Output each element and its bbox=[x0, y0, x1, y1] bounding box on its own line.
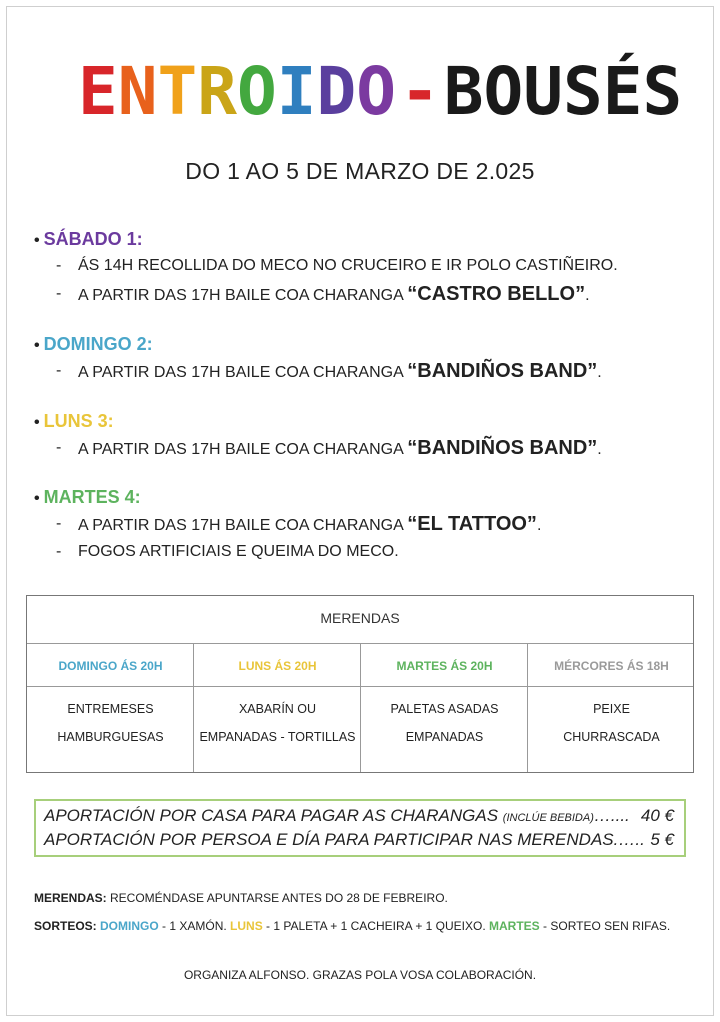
table-cell: XABARÍN OU bbox=[238, 702, 317, 716]
title-letter: E bbox=[78, 53, 118, 130]
item-end: . bbox=[536, 517, 542, 534]
dash-icon: - bbox=[56, 285, 62, 302]
day-heading bbox=[34, 226, 694, 252]
day-label: MARTES 4: bbox=[43, 487, 141, 507]
day-label: LUNS 3: bbox=[43, 411, 114, 431]
day-martes bbox=[34, 484, 694, 566]
contribution-box bbox=[34, 799, 686, 857]
svg-text:ENTROIDO-BOUSÉS bbox=[78, 52, 682, 130]
day-sabado bbox=[34, 226, 694, 308]
table-cell: EMPANADAS - TORTILLAS bbox=[199, 730, 356, 744]
band-name: “EL TATTOO” bbox=[407, 513, 537, 535]
event-dates: DO 1 AO 5 DE MARZO DE 2.025 bbox=[185, 158, 535, 184]
day-luns bbox=[34, 408, 694, 462]
item-text: ÁS 14H RECOLLIDA DO MECO NO CRUCEIRO E IR POLO CASTIÑEIRO. bbox=[78, 257, 618, 274]
footer-credits: ORGANIZA ALFONSO. GRAZAS POLA VOSA COLABORACIÓN. bbox=[183, 968, 537, 982]
column-header-mercores: MÉRCORES ÁS 18H bbox=[554, 659, 669, 673]
bullet-icon: • bbox=[34, 490, 40, 507]
table-cell: EMPANADAS bbox=[405, 730, 484, 744]
table-cell: PEIXE bbox=[593, 702, 630, 716]
list-item bbox=[34, 280, 694, 308]
sorteo-prize: - 1 XAMÓN. bbox=[158, 919, 231, 933]
table-cell: HAMBURGUESAS bbox=[57, 730, 164, 744]
table-cell: ENTREMESES bbox=[67, 702, 154, 716]
amount: 5 € bbox=[650, 830, 674, 849]
item-text: A PARTIR DAS 17H BAILE COA CHARANGA bbox=[78, 287, 408, 304]
day-heading bbox=[34, 408, 694, 434]
list-item bbox=[34, 357, 694, 385]
item-end: . bbox=[597, 364, 602, 381]
note-label: SORTEOS: bbox=[34, 919, 97, 933]
merendas-note bbox=[34, 891, 448, 905]
sorteo-prize: - SORTEO SEN RIFAS. bbox=[539, 919, 671, 933]
bullet-icon: • bbox=[34, 232, 40, 249]
dash-icon: - bbox=[56, 257, 62, 274]
title-letter: É bbox=[602, 53, 643, 130]
sorteos-note bbox=[34, 919, 670, 933]
band-name: “CASTRO BELLO” bbox=[407, 283, 586, 305]
poster-title bbox=[70, 52, 683, 132]
note-text: RECOMÉNDASE APUNTARSE ANTES DO 28 DE FEBREIRO. bbox=[106, 891, 448, 905]
bullet-icon: • bbox=[34, 414, 40, 431]
day-label: SÁBADO 1: bbox=[43, 229, 143, 249]
contribution-text: APORTACIÓN POR CASA PARA PAGAR AS CHARANGAS bbox=[44, 806, 503, 825]
title-letter: R bbox=[197, 53, 237, 130]
list-item bbox=[34, 252, 694, 280]
list-item bbox=[34, 538, 694, 566]
drink-note: (INCLÚE BEBIDA) bbox=[502, 812, 594, 824]
list-item bbox=[34, 434, 694, 462]
item-end: . bbox=[585, 287, 590, 304]
dash-icon: - bbox=[56, 543, 62, 560]
table-cell: CHURRASCADA bbox=[563, 730, 660, 744]
bullet-icon: • bbox=[34, 337, 40, 354]
amount: 40 € bbox=[640, 806, 674, 825]
item-text: A PARTIR DAS 17H BAILE COA CHARANGA bbox=[78, 517, 408, 534]
contribution-house bbox=[44, 806, 674, 826]
dash-icon: - bbox=[56, 515, 62, 532]
item-text: FOGOS ARTIFICIAIS E QUEIMA DO MECO. bbox=[78, 543, 399, 560]
table-title: MERENDAS bbox=[320, 610, 400, 626]
sorteo-day-martes: MARTES bbox=[489, 919, 540, 933]
title-letter: O bbox=[483, 53, 524, 130]
sorteo-day-luns: LUNS bbox=[230, 919, 263, 933]
note-label: MERENDAS: bbox=[34, 891, 107, 905]
title-letter: S bbox=[642, 53, 683, 130]
merendas-table bbox=[26, 595, 694, 773]
sorteo-day-domingo: DOMINGO bbox=[100, 919, 159, 933]
contribution-person bbox=[44, 830, 674, 850]
day-label: DOMINGO 2: bbox=[43, 334, 153, 354]
day-domingo bbox=[34, 331, 694, 385]
item-end: . bbox=[597, 441, 602, 458]
dots: ….... bbox=[593, 806, 630, 825]
title-letter: I bbox=[276, 53, 317, 130]
title-letter: O bbox=[237, 53, 277, 130]
title-letter: O bbox=[356, 53, 396, 130]
column-header-martes: MARTES ÁS 20H bbox=[396, 659, 493, 673]
title-letter: T bbox=[157, 53, 198, 130]
band-name: “BANDIÑOS BAND” bbox=[407, 360, 598, 382]
table-cell: PALETAS ASADAS bbox=[390, 702, 499, 716]
title-letter: N bbox=[117, 53, 158, 130]
column-header-domingo: DOMINGO ÁS 20H bbox=[58, 659, 163, 673]
dash-icon: - bbox=[56, 362, 62, 379]
day-heading bbox=[34, 484, 694, 510]
list-item bbox=[34, 510, 694, 538]
column-header-luns: LUNS ÁS 20H bbox=[238, 659, 317, 673]
item-text: A PARTIR DAS 17H BAILE COA CHARANGA bbox=[78, 364, 408, 381]
item-text: A PARTIR DAS 17H BAILE COA CHARANGA bbox=[78, 441, 408, 458]
dash-icon: - bbox=[56, 439, 62, 456]
title-letter: B bbox=[443, 53, 484, 130]
title-letter: - bbox=[400, 53, 440, 130]
sorteo-prize: - 1 PALETA + 1 CACHEIRA + 1 QUEIXO. bbox=[262, 919, 490, 933]
contribution-text: APORTACIÓN POR PERSOA E DÍA PARA PARTICIPAR NAS MERENDAS.….. bbox=[44, 830, 645, 849]
day-heading bbox=[34, 331, 694, 357]
title-letter: S bbox=[563, 53, 603, 130]
title-letter: D bbox=[316, 53, 357, 130]
title-letter: U bbox=[523, 53, 563, 130]
band-name: “BANDIÑOS BAND” bbox=[407, 437, 598, 459]
